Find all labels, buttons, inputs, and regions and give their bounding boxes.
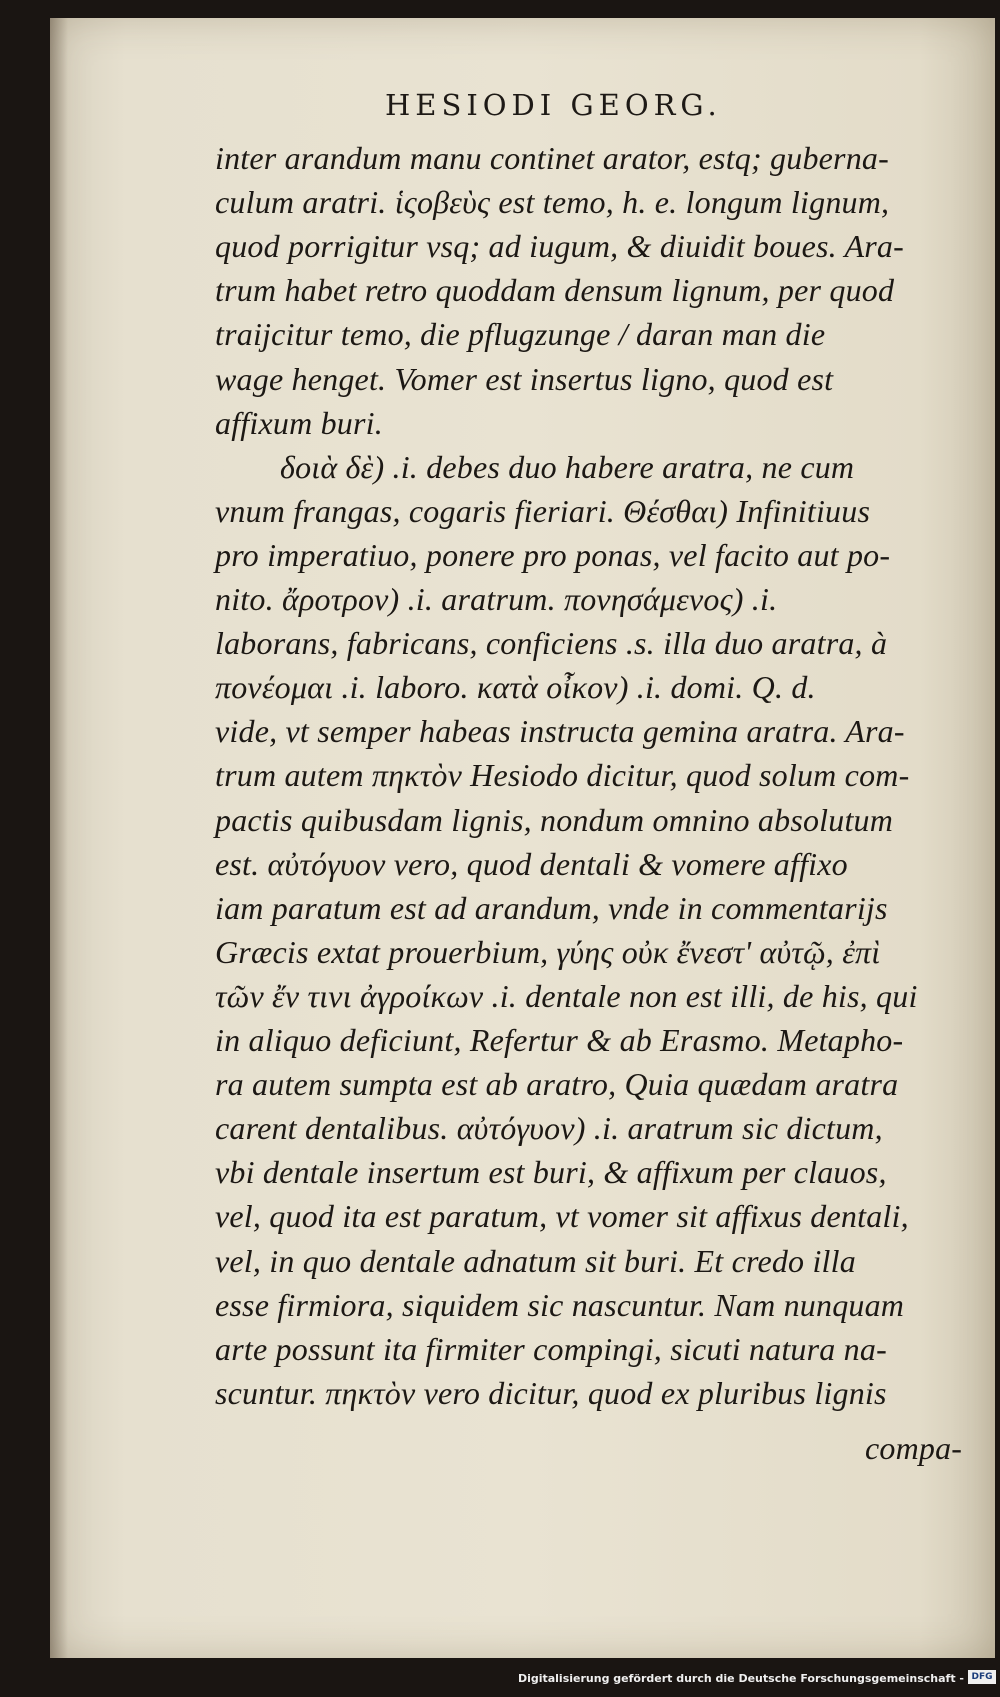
text-line: esse firmiora, siquidem sic nascuntur. Nam nunquam <box>215 1287 905 1323</box>
text-line: quod porrigitur vsq; ad iugum, & diuidit boues. Ara- <box>215 228 904 264</box>
text-line: iam paratum est ad arandum, vnde in commentarijs <box>215 890 888 926</box>
text-line: δοιὰ δὲ) .i. debes duo habere aratra, ne cum <box>280 449 855 485</box>
text-line: traijcitur temo, die pflugzunge / daran man die <box>215 316 826 352</box>
text-line: ra autem sumpta est ab aratro, Quia quædam aratra <box>215 1066 899 1102</box>
text-line: vnum frangas, cogaris fieriari. Θέσθαι) Infinitiuus <box>215 493 871 529</box>
text-line: pactis quibusdam lignis, nondum omnino absolutum <box>215 802 894 838</box>
text-line: culum aratri. ἱςοβεὺς est temo, h. e. longum lignum, <box>215 184 890 220</box>
text-line: vbi dentale insertum est buri, & affixum per clauos, <box>215 1154 887 1190</box>
text-line: τῶν ἔν τινι ἀγροίκων .i. dentale non est illi, de his, qui <box>215 978 918 1014</box>
text-line: pro imperatiuo, ponere pro ponas, vel facito aut po- <box>215 537 891 573</box>
text-line: scuntur. πηκτὸν vero dicitur, quod ex pluribus lignis <box>215 1375 887 1411</box>
catchword: compa- <box>865 1430 963 1466</box>
text-line: vel, in quo dentale adnatum sit buri. Et credo illa <box>215 1243 856 1279</box>
dfg-logo-icon: DFG <box>968 1670 996 1684</box>
text-line: πονέομαι .i. laboro. κατὰ οἶκον) .i. domi. Q. d. <box>215 669 816 705</box>
text-line: vel, quod ita est paratum, vt vomer sit affixus dentali, <box>215 1198 909 1234</box>
text-line: est. αὐτόγυον vero, quod dentali & vomere affixo <box>215 846 848 882</box>
text-line: affixum buri. <box>215 405 383 441</box>
text-line: Græcis extat prouerbium, γύης οὐκ ἔνεστ' αὐτῷ, ἐπὶ <box>215 934 881 970</box>
text-line: wage henget. Vomer est insertus ligno, quod est <box>215 361 834 397</box>
text-line: carent dentalibus. αὐτόγυον) .i. aratrum sic dictum, <box>215 1110 883 1146</box>
running-head: HESIODI GEORG. <box>385 88 722 122</box>
text-line: in aliquo deficiunt, Refertur & ab Erasmo. Metapho- <box>215 1022 904 1058</box>
text-line: trum autem πηκτὸν Hesiodo dicitur, quod solum com- <box>215 757 910 793</box>
text-line: inter arandum manu continet arator, estq; guberna- <box>215 140 889 176</box>
text-line: vide, vt semper habeas instructa gemina aratra. Ara- <box>215 713 905 749</box>
footer-credit: Digitalisierung gefördert durch die Deutsche Forschungsgemeinschaft - <box>517 1672 964 1685</box>
footer-bar <box>0 1660 1000 1697</box>
text-line: arte possunt ita firmiter compingi, sicuti natura na- <box>215 1331 887 1367</box>
text-line: trum habet retro quoddam densum lignum, per quod <box>215 272 895 308</box>
text-line: laborans, fabricans, conficiens .s. illa duo aratra, à <box>215 625 888 661</box>
text-line: nito. ἄροτρον) .i. aratrum. πονησάμενος) .i. <box>215 581 778 617</box>
